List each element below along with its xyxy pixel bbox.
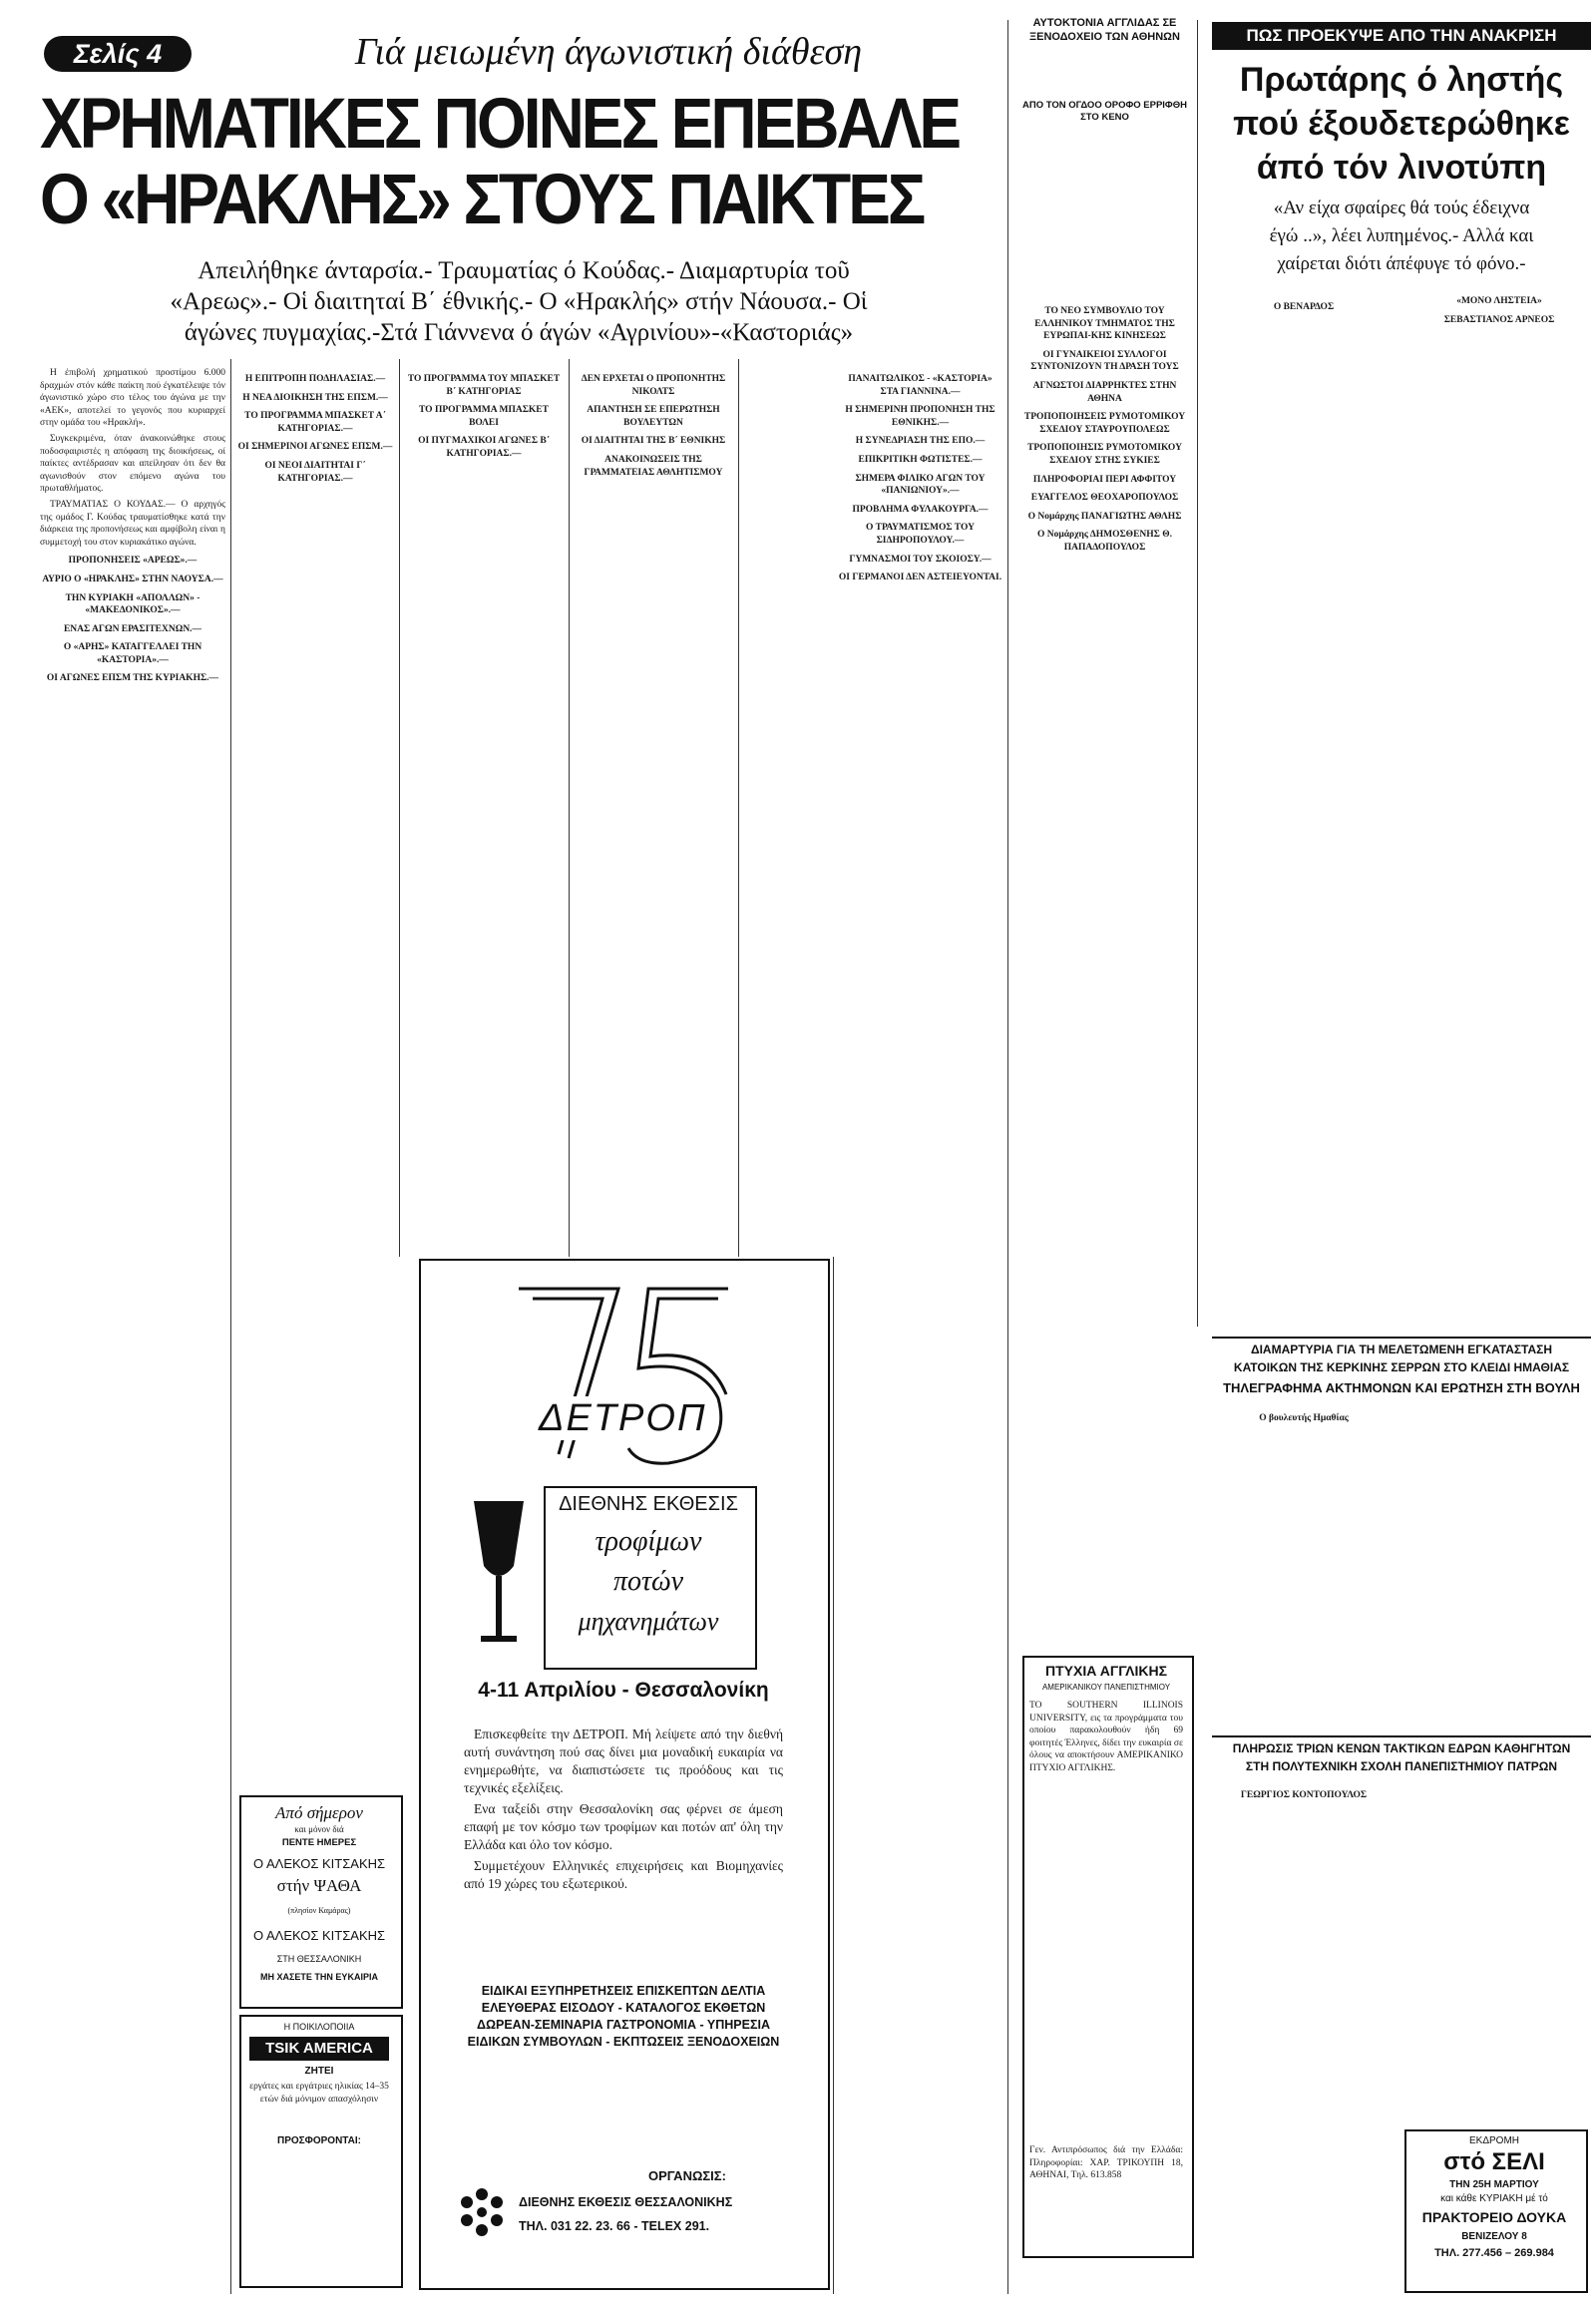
column-2: [235, 367, 395, 1664]
kitsakis-line-3: ΠΕΝΤΕ ΗΜΕΡΕΣ: [281, 1837, 357, 1848]
detrop-phone: ΤΗΛ. 031 22. 23. 66 - TELEX 291.: [519, 2219, 710, 2233]
kitsakis-note: (πλησίον Καμάρας): [287, 1906, 351, 1915]
seli-line-7: ΤΗΛ. 277.456 – 269.984: [1434, 2247, 1554, 2259]
column-3: [404, 367, 564, 1245]
protest-body: [1212, 1406, 1591, 1726]
column-5: [838, 367, 1002, 2282]
kitsakis-tag: ΜΗ ΧΑΣΕΤΕ ΤΗΝ ΕΥΚΑΙΡΙΑ: [260, 1972, 378, 1982]
col5-subhead: Η ΣΗΜΕΡΙΝΗ ΠΡΟΠΟΝΗΣΗ ΤΗΣ ΕΘΝΙΚΗΣ.—: [845, 405, 996, 428]
detrop-organizer-label: ΟΡΓΑΝΩΣΙΣ:: [648, 2168, 726, 2183]
degree-subtitle: ΑΜΕΡΙΚΑΝΙΚΟΥ ΠΑΝΕΠΙΣΤΗΜΙΟΥ: [1041, 1683, 1171, 1692]
col6-top-sub: ΑΠΟ ΤΟΝ ΟΓΔΟΟ ΟΡΟΦΟ ΕΡΡΙΦΘΗ ΣΤΟ ΚΕΝΟ: [1022, 100, 1187, 123]
seli-line-2: στό ΣΕΛΙ: [1443, 2148, 1545, 2175]
col4-subhead: ΔΕΝ ΕΡΧΕΤΑΙ Ο ΠΡΟΠΟΝΗΤΗΣ ΝΙΚΟΛΤΣ: [581, 374, 726, 397]
main-deck-1: Απειλήθηκε άνταρσία.- Τραυματίας ό Κούδας.- Διαμαρτυρία τοῦ: [198, 257, 850, 284]
detrop-line-2: τροφίμων: [595, 1526, 702, 1557]
col3-subhead: ΤΟ ΠΡΟΓΡΑΜΜΑ ΜΠΑΣΚΕΤ ΒΟΛΕΙ: [419, 405, 549, 428]
main-story-paragraph: ΤΡΑΥΜΑΤΙΑΣ Ο ΚΟΥΔΑΣ.— Ο αρχηγός της ομάδος Γ. Κούδας τραυματίσθηκε κατά την διάρκεια της προπονήσεως και αμφίβολη είναι η συμμετοχή του στον κυριακάτικο αγώνα.: [40, 499, 225, 548]
right-headline-1: Πρωτάρης ό ληστής: [1239, 61, 1564, 99]
col6-top-kicker: ΑΥΤΟΚΤΟΝΙΑ ΑΓΓΛΙΔΑΣ ΣΕ ΞΕΝΟΔΟΧΕΙΟ ΤΩΝ ΑΘΗΝΩΝ: [1029, 17, 1180, 43]
col4-subhead: ΑΠΑΝΤΗΣΗ ΣΕ ΕΠΕΡΩΤΗΣΗ ΒΟΥΛΕΥΤΩΝ: [587, 405, 720, 428]
main-story-column: [40, 367, 225, 2162]
detrop-year: [598, 1376, 638, 1377]
section-rule: [1212, 1735, 1591, 1737]
univ-signature: ΓΕΩΡΓΙΟΣ ΚΟΝΤΟΠΟΥΛΟΣ: [1240, 1790, 1368, 1800]
col2-subhead: Η ΝΕΑ ΔΙΟΙΚΗΣΗ ΤΗΣ ΕΠΣΜ.—: [242, 392, 388, 403]
kitsakis-venue: στήν ΨΑΘΑ: [276, 1876, 362, 1895]
column-rule: [569, 359, 570, 1257]
detrop-line-1: ΔΙΕΘΝΗΣ ΕΚΘΕΣΙΣ: [559, 1493, 738, 1515]
detrop-brand: ΔΕΤΡΟΠ: [539, 1397, 707, 1439]
main-headline-1: ΧΡΗΜΑΤΙΚΕΣ ΠΟΙΝΕΣ ΕΠΕΒΑΛΕ: [40, 83, 960, 164]
right-kicker: ΠΩΣ ΠΡΟΕΚΥΨΕ ΑΠΟ ΤΗΝ ΑΝΑΚΡΙΣΗ: [1246, 26, 1557, 45]
col2-subhead: ΤΟ ΠΡΟΓΡΑΜΜΑ ΜΠΑΣΚΕΤ Α΄ ΚΑΤΗΓΟΡΙΑΣ.—: [244, 411, 386, 434]
kitsakis-line-2: και μόνον διά: [294, 1824, 344, 1834]
col5-subhead: ΟΙ ΓΕΡΜΑΝΟΙ ΔΕΝ ΑΣΤΕΙΕΥΟΝΤΑΙ.: [838, 573, 1002, 583]
main-subhead: ΤΗΝ ΚΥΡΙΑΚΗ «ΑΠΟΛΛΩΝ» - «ΜΑΚΕΔΟΝΙΚΟΣ».—: [65, 592, 200, 616]
seli-line-1: ΕΚΔΡΟΜΗ: [1468, 2135, 1520, 2146]
detrop-dates: 4-11 Απριλίου - Θεσσαλονίκη: [478, 1679, 769, 1702]
detrop-organizer: ΔΙΕΘΝΗΣ ΕΚΘΕΣΙΣ ΘΕΣΣΑΛΟΝΙΚΗΣ: [519, 2195, 733, 2209]
kitsakis-line-1: Από σήμερον: [275, 1803, 363, 1822]
col5-subhead: Ο ΤΡΑΥΜΑΤΙΣΜΟΣ ΤΟΥ ΣΙΔΗΡΟΠΟΥΛΟΥ.—: [866, 523, 975, 546]
univ-heading-2: ΣΤΗ ΠΟΛΥΤΕΧΝΙΚΗ ΣΧΟΛΗ ΠΑΝΕΠΙΣΤΗΜΙΟΥ ΠΑΤΡΩΝ: [1245, 1759, 1558, 1773]
right-byline: ΣΕΒΑΣΤΙΑΝΟΣ ΑΡΝΕΟΣ: [1443, 314, 1555, 325]
col6-heading: ΤΡΟΠΟΠΟΙΗΣΕΙΣ ΡΥΜΟΤΟΜΙΚΟΥ ΣΧΕΔΙΟΥ ΣΤΑΥΡΟΥΠΟΛΕΩΣ: [1023, 412, 1186, 435]
col6-notice-heading: ΠΛΗΡΟΦΟΡΙΑΙ ΠΕΡΙ ΑΦΦΙΤΟΥ: [1032, 474, 1177, 485]
right-quote-2: έγώ ..», λέει λυπημένος.- Αλλά και: [1269, 225, 1534, 246]
col6-signature: Ο Νομάρχης ΠΑΝΑΓΙΩΤΗΣ ΑΘΛΗΣ: [1027, 511, 1182, 522]
right-section-end: «ΜΟΝΟ ΛΗΣΤΕΙΑ»: [1456, 296, 1542, 306]
degree-title: ΠΤΥΧΙΑ ΑΓΓΛΙΚΗΣ: [1045, 1663, 1167, 1679]
main-subhead: ΠΡΟΠΟΝΗΣΕΙΣ «ΑΡΕΩΣ».—: [68, 556, 198, 567]
col6-heading: ΤΡΟΠΟΠΟΙΗΣΙΣ ΡΥΜΟΤΟΜΙΚΟΥ ΣΧΕΔΙΟΥ ΣΤΗΣ ΣΥΚΙΕΣ: [1027, 443, 1182, 466]
tsik-pre: Η ΠΟΙΚΙΛΟΠΟΙΙΑ: [283, 2022, 355, 2032]
main-headline-2: Ο «ΗΡΑΚΛΗΣ» ΣΤΟΥΣ ΠΑΙΚΤΕΣ: [40, 159, 924, 239]
column-6: [1017, 299, 1192, 997]
col3-subhead: ΟΙ ΠΥΓΜΑΧΙΚΟΙ ΑΓΩΝΕΣ Β΄ ΚΑΤΗΓΟΡΙΑΣ.—: [418, 436, 550, 459]
tsik-sub: ΖΗΤΕΙ: [304, 2066, 334, 2077]
col5-subhead: ΣΗΜΕΡΑ ΦΙΛΙΚΟ ΑΓΩΝ ΤΟΥ «ΠΑΝΙΩΝΙΟΥ».—: [855, 473, 986, 497]
kitsakis-venue-2: ΣΤΗ ΘΕΣΣΑΛΟΝΙΚΗ: [276, 1954, 362, 1964]
column-rule: [1197, 20, 1198, 1327]
col6-signature: Ο Νομάρχης ΔΗΜΟΣΘΕΝΗΣ Θ. ΠΑΠΑΔΟΠΟΥΛΟΣ: [1036, 530, 1173, 553]
col6-heading: ΤΟ ΝΕΟ ΣΥΜΒΟΥΛΙΟ ΤΟΥ ΕΛΛΗΝΙΚΟΥ ΤΜΗΜΑΤΟΣ ΤΗΣ ΕΥΡΩΠΑΙ-ΚΗΣ ΚΙΝΗΣΕΩΣ: [1034, 306, 1175, 342]
detrop-body: [464, 1726, 783, 1975]
degree-footer: Γεν. Αντιπρόσωπος διά την Ελλάδα: Πληροφορίαι: ΧΑΡ. ΤΡΙΚΟΥΠΗ 18, ΑΘΗΝΑΙ, Τηλ. 613.858: [1029, 2145, 1183, 2181]
section-label: Σελίς 4: [73, 39, 163, 69]
protest-byline: Ο βουλευτής Ημαθίας: [1259, 1413, 1349, 1423]
tsik-body: εργάτες και εργάτριες ηλικίας 14–35 ετών διά μόνιμον απασχόλησιν: [249, 2082, 389, 2105]
detrop-line-3: ποτών: [612, 1566, 683, 1597]
degree-body: ΤΟ SOUTHERN ILLINOIS UNIVERSITY, εις τα προγράμματα του οποίου παρακολουθούν ήδη 69 φοιτητές Έλληνες, δίδει την ευκαιρία σε όλους να αποκτήσουν ΑΜΕΡΙΚΑΝΙΚΟ ΠΤΥΧΙΟ ΑΓΓΛΙΚΗΣ.: [1029, 1701, 1183, 1773]
col6-signature: ΕΥΑΓΓΕΛΟΣ ΘΕΟΧΑΡΟΠΟΥΛΟΣ: [1030, 493, 1179, 504]
main-kicker: Γιά μειωμένη άγωνιστική διάθεση: [354, 31, 863, 73]
univ-body: [1212, 1783, 1591, 2113]
col6-heading: ΑΓΝΩΣΤΟΙ ΔΙΑΡΡΗΚΤΕΣ ΣΤΗΝ ΑΘΗΝΑ: [1032, 380, 1177, 404]
tsik-brand: TSIK AMERICA: [265, 2040, 373, 2057]
seli-line-3: ΤΗΝ 25Η ΜΑΡΤΙΟΥ: [1449, 2179, 1539, 2190]
protest-heading-2: ΚΑΤΟΙΚΩΝ ΤΗΣ ΚΕΡΚΙΝΗΣ ΣΕΡΡΩΝ ΣΤΟ ΚΛΕΙΔΙ ΗΜΑΘΙΑΣ: [1233, 1360, 1570, 1374]
detrop-line-4: μηχανημάτων: [578, 1607, 719, 1636]
detrop-body-paragraph: Ενα ταξείδι στην Θεσσαλονίκη σας φέρνει σε άμεση επαφή με τον κόσμο των τροφίμων και ποτών απ' όλη την Ελλάδα και όλο τον κόσμο.: [464, 1801, 783, 1852]
col5-subhead: ΕΠΙΚΡΙΤΙΚΗ ΦΩΤΙΣΤΕΣ.—: [858, 454, 983, 465]
col2-subhead: Η ΕΠΙΤΡΟΠΗ ΠΟΔΗΛΑΣΙΑΣ.—: [244, 374, 386, 384]
kitsakis-name-1: Ο ΑΛΕΚΟΣ ΚΙΤΣΑΚΗΣ: [252, 1856, 386, 1871]
detrop-body-paragraph: Επισκεφθείτε την ΔΕΤΡΟΠ. Μή λείψετε από την διεθνή αυτή συνάντηση πού σας δίνει μια μοναδική ευκαιρία να ενημερωθήτε, να διαπιστώσετε τις προόδους και τις τεχνικές εξελίξεις.: [464, 1727, 783, 1795]
helexpo-logo-icon: [454, 2184, 510, 2240]
univ-heading-1: ΠΛΗΡΩΣΙΣ ΤΡΙΩΝ ΚΕΝΩΝ ΤΑΚΤΙΚΩΝ ΕΔΡΩΝ ΚΑΘΗΓΗΤΩΝ: [1232, 1741, 1571, 1755]
detrop-services: ΕΙΔΙΚΑΙ ΕΞΥΠΗΡΕΤΗΣΕΙΣ ΕΠΙΣΚΕΠΤΩΝ ΔΕΛΤΙΑ ΕΛΕΥΘΕΡΑΣ ΕΙΣΟΔΟΥ - ΚΑΤΑΛΟΓΟΣ ΕΚΘΕΤΩΝ ΔΩΡΕΑΝ-ΣΕΜΙΝΑΡΙΑ ΓΑΣΤΡΟΝΟΜΙΑ - ΥΠΗΡΕΣΙΑ ΕΙΔΙΚΩΝ ΣΥΜΒΟΥΛΩΝ - ΕΚΠΤΩΣΕΙΣ ΞΕΝΟΔΟΧΕΙΩΝ: [467, 1984, 780, 2049]
right-author: Ο ΒΕΝΑΡΔΟΣ: [1273, 302, 1335, 312]
col3-subhead: ΤΟ ΠΡΟΓΡΑΜΜΑ ΤΟΥ ΜΠΑΣΚΕΤ Β΄ ΚΑΤΗΓΟΡΙΑΣ: [407, 374, 561, 397]
main-subhead: ΑΥΡΙΟ Ο «ΗΡΑΚΛΗΣ» ΣΤΗΝ ΝΑΟΥΣΑ.—: [42, 574, 223, 584]
right-headline-2: πού έξουδετερώθηκε: [1233, 105, 1570, 143]
column-rule: [833, 1257, 834, 2294]
protest-heading-1: ΔΙΑΜΑΡΤΥΡΙΑ ΓΙΑ ΤΗ ΜΕΛΕΤΩΜΕΝΗ ΕΓΚΑΤΑΣΤΑΣΗ: [1250, 1343, 1553, 1356]
main-story-paragraph: Η έπιβολή χρηματικού προστίμου 6.000 δραχμών στόν κάθε παίκτη πού έγκατέλειψε τόν άγωνιστικό χώρο στο τέλος του άγώνα με την «ΑΕΚ», αποτελεί το γεγονός που κυριαρχεί στην ομάδα του «Ηρακλή».: [40, 368, 225, 429]
section-rule: [1212, 1337, 1591, 1339]
detrop-body-paragraph: Συμμετέχουν Ελληνικές επιχειρήσεις και Βιομηχανίες από 19 χώρες του εξωτερικού.: [464, 1858, 783, 1891]
col6-heading: ΟΙ ΓΥΝΑΙΚΕΙΟΙ ΣΥΛΛΟΓΟΙ ΣΥΝΤΟΝΙΖΟΥΝ ΤΗ ΔΡΑΣΗ ΤΟΥΣ: [1030, 349, 1179, 373]
seli-line-4: και κάθε ΚΥΡΙΑΚΗ μέ τό: [1440, 2193, 1548, 2204]
detrop-glass-icon: [469, 1496, 529, 1656]
col4-subhead: ΟΙ ΔΙΑΙΤΗΤΑΙ ΤΗΣ Β΄ ΕΘΝΙΚΗΣ: [581, 436, 726, 447]
right-quote-3: χαίρεται διότι άπέφυγε τό φόνο.-: [1277, 253, 1526, 274]
main-subhead: ΕΝΑΣ ΑΓΩΝ ΕΡΑΣΙΤΕΧΝΩΝ.—: [63, 623, 202, 634]
main-subhead: Ο «ΑΡΗΣ» ΚΑΤΑΓΓΕΛΛΕΙ ΤΗΝ «ΚΑΣΤΟΡΙΑ».—: [63, 642, 202, 665]
tsik-offers: ΠΡΟΣΦΟΡΟΝΤΑΙ:: [276, 2135, 362, 2146]
col4-subhead: ΑΝΑΚΟΙΝΩΣΕΙΣ ΤΗΣ ΓΡΑΜΜΑΤΕΙΑΣ ΑΘΛΗΤΙΣΜΟΥ: [584, 454, 723, 478]
column-4: [574, 367, 733, 1245]
col5-subhead: Η ΣΥΝΕΔΡΙΑΣΗ ΤΗΣ ΕΠΟ.—: [855, 436, 986, 447]
main-subhead: ΟΙ ΑΓΩΝΕΣ ΕΠΣΜ ΤΗΣ ΚΥΡΙΑΚΗΣ.—: [46, 673, 219, 684]
main-deck-2: «Αρεως».- Οἱ διαιτηταί Β΄ έθνικής.- Ο «Ηρακλής» στήν Νάουσα.- Οἱ: [170, 288, 868, 315]
right-story-body: [1212, 295, 1591, 1303]
column-rule: [230, 359, 231, 2294]
right-quote-1: «Αν είχα σφαίρες θά τούς έδειχνα: [1273, 197, 1530, 218]
column-rule: [399, 359, 400, 1257]
col5-subhead: ΠΑΝΑΙΤΩΛΙΚΟΣ - «ΚΑΣΤΟΡΙΑ» ΣΤΑ ΓΙΑΝΝΙΝΑ.—: [848, 374, 993, 397]
protest-heading-3: ΤΗΛΕΓΡΑΦΗΜΑ ΑΚΤΗΜΟΝΩΝ ΚΑΙ ΕΡΩΤΗΣΗ ΣΤΗ ΒΟΥΛΗ: [1223, 1380, 1580, 1395]
column-rule: [1007, 20, 1008, 2294]
detrop-logo-graphic: [499, 1269, 758, 1478]
col5-subhead: ΓΥΜΝΑΣΜΟΙ ΤΟΥ ΣΚΟΙΟΣΥ.—: [849, 554, 992, 565]
seli-line-6: ΒΕΝΙΖΕΛΟΥ 8: [1461, 2231, 1527, 2242]
seli-line-5: ΠΡΑΚΤΟΡΕΙΟ ΔΟΥΚΑ: [1421, 2209, 1567, 2225]
right-headline-3: άπό τόν λινοτύπη: [1256, 149, 1547, 187]
col2-subhead: ΟΙ ΝΕΟΙ ΔΙΑΙΤΗΤΑΙ Γ΄ ΚΑΤΗΓΟΡΙΑΣ.—: [264, 460, 366, 484]
kitsakis-name-2: Ο ΑΛΕΚΟΣ ΚΙΤΣΑΚΗΣ: [252, 1928, 386, 1943]
main-deck-3: άγώνες πυγμαχίας.-Στά Γιάννενα ό άγών «Αγρινίου»-«Καστοριάς»: [184, 319, 854, 346]
col5-subhead: ΠΡΟΒΛΗΜΑ ΦΥΛΑΚΟΥΡΓΑ.—: [852, 504, 989, 515]
main-story-paragraph: Συγκεκριμένα, όταν άνακοινώθηκε στους ποδοσφαιριστές η απόφαση της διοικήσεως, οί παίκτες αντέδρασαν και απείλησαν ότι δεν θα αγωνισθούν στον επόμενο αγώνα του πρωταθλήματος.: [40, 433, 225, 495]
column-rule: [738, 359, 739, 1257]
col2-subhead: ΟΙ ΣΗΜΕΡΙΝΟΙ ΑΓΩΝΕΣ ΕΠΣΜ.—: [237, 442, 393, 453]
